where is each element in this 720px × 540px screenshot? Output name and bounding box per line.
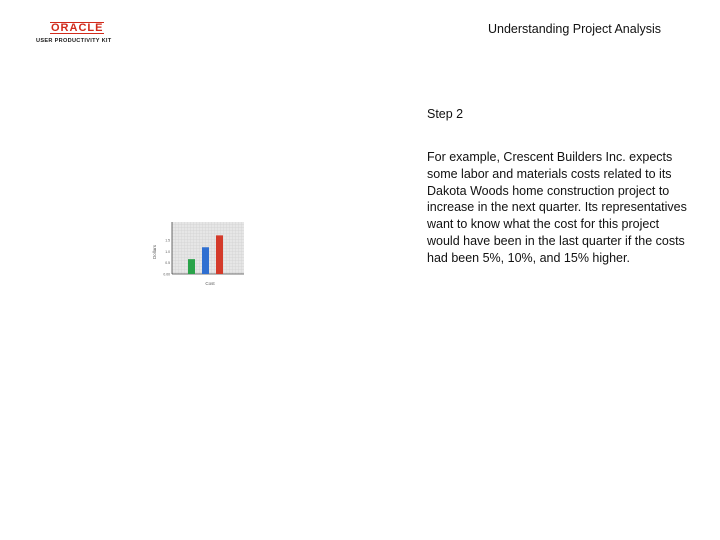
logo-product: USER PRODUCTIVITY KIT (36, 38, 112, 44)
bar-1 (188, 259, 195, 274)
y-tick-label: 1.5 (165, 238, 170, 243)
y-axis-label: Dollars (152, 244, 157, 260)
step-description: For example, Crescent Builders Inc. expects some labor and materials costs related to its Dakota Woods home construction project to increase in the next quarter. Its representatives want to know what the cost for this project would have been in the last quarter if the costs had been 5%, 10%, and 15% higher. (427, 150, 687, 265)
page-title: Understanding Project Analysis (488, 22, 662, 36)
y-tick-label: 0.5 (165, 261, 170, 266)
step-heading: Step 2 (427, 107, 464, 121)
bar-3 (216, 235, 223, 274)
bar-2 (202, 247, 209, 274)
y-tick-label: 0.00 (163, 272, 170, 277)
y-tick-label: 1.0 (165, 249, 170, 254)
x-axis-label: Cost (205, 281, 215, 286)
logo-brand: ORACLE (51, 22, 104, 34)
chart-svg (148, 218, 248, 290)
bar-chart-illustration (148, 218, 248, 290)
oracle-upk-logo (36, 22, 126, 48)
